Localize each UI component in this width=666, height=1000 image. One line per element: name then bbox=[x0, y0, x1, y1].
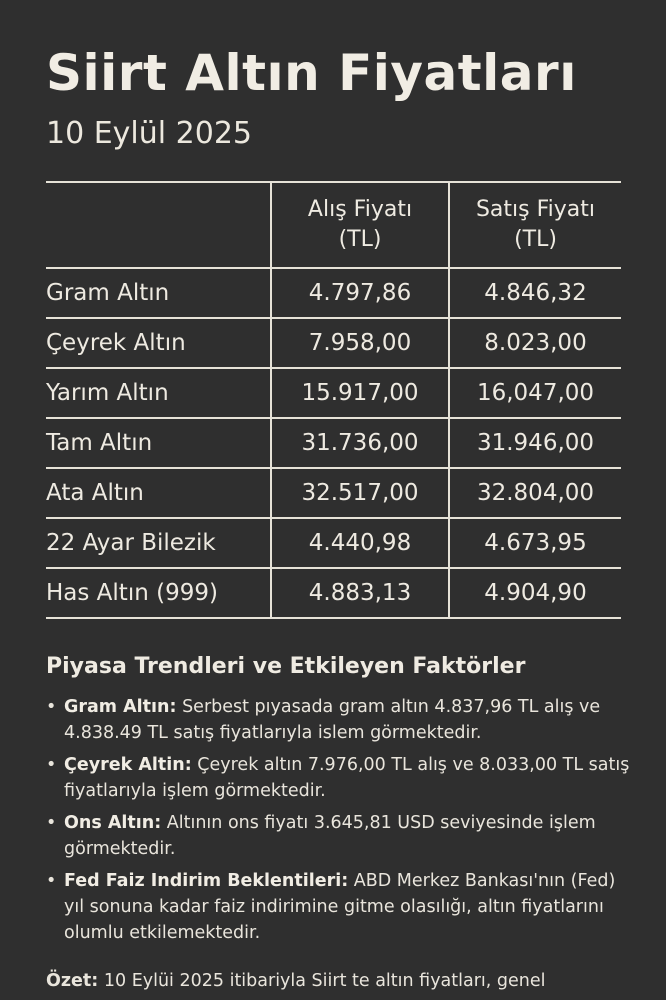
list-item bbox=[44, 810, 634, 862]
row-sell-price: 8.023,00 bbox=[449, 318, 621, 368]
summary-label: Özet: bbox=[46, 971, 99, 991]
summary-text bbox=[46, 968, 646, 994]
row-name: Ata Altın bbox=[46, 468, 271, 518]
row-name: Has Altın (999) bbox=[46, 568, 271, 618]
row-buy-price: 31.736,00 bbox=[271, 418, 449, 468]
bullet-icon: • bbox=[46, 813, 57, 833]
table-row bbox=[46, 418, 621, 468]
header-sell-line2: (TL) bbox=[514, 227, 557, 252]
list-item-text: Serbest pıyasada gram altın 4.837,96 TL alış ve 4.838.49 TL satış fiyatlarıyla islem görmektedir. bbox=[64, 697, 601, 743]
header-empty-cell bbox=[46, 182, 271, 268]
bullet-icon: • bbox=[46, 871, 57, 891]
bullet-icon: • bbox=[46, 755, 57, 775]
row-sell-price: 32.804,00 bbox=[449, 468, 621, 518]
bullet-icon: • bbox=[46, 697, 57, 717]
table-row bbox=[46, 368, 621, 418]
table-row bbox=[46, 518, 621, 568]
row-buy-price: 32.517,00 bbox=[271, 468, 449, 518]
row-sell-price: 4.846,32 bbox=[449, 268, 621, 318]
table-header-row bbox=[46, 182, 621, 268]
list-item-label: Çeyrek Altin: bbox=[64, 755, 192, 775]
row-name: 22 Ayar Bilezik bbox=[46, 518, 271, 568]
list-item-text: Altının ons fiyatı 3.645,81 USD seviyesinde işlem görmektedir. bbox=[64, 813, 596, 859]
list-item bbox=[44, 752, 634, 804]
list-item-text: Çeyrek altın 7.976,00 TL alış ve 8.033,00 TL satış fiyatlarıyla işlem görmektedir. bbox=[64, 755, 630, 801]
row-name: Çeyrek Altın bbox=[46, 318, 271, 368]
summary-body: 10 Eylüi 2025 itibariyla Siirt te altın fiyatları, genel bbox=[98, 971, 546, 991]
trends-list bbox=[44, 694, 634, 952]
list-item-label: Fed Faiz Indirim Beklentileri: bbox=[64, 871, 349, 891]
row-buy-price: 4.440,98 bbox=[271, 518, 449, 568]
header-sell-price bbox=[449, 182, 621, 268]
page-title: Siirt Altın Fiyatları bbox=[46, 44, 577, 102]
row-name: Gram Altın bbox=[46, 268, 271, 318]
row-sell-price: 16,047,00 bbox=[449, 368, 621, 418]
header-sell-line1: Satış Fiyatı bbox=[475, 197, 596, 222]
row-sell-price: 4.673,95 bbox=[449, 518, 621, 568]
list-item-label: Ons Altın: bbox=[64, 813, 162, 833]
table-row bbox=[46, 318, 621, 368]
row-buy-price: 7.958,00 bbox=[271, 318, 449, 368]
list-item bbox=[44, 868, 634, 946]
header-buy-line2: (TL) bbox=[338, 227, 382, 252]
row-buy-price: 4.883,13 bbox=[271, 568, 449, 618]
list-item bbox=[44, 694, 634, 746]
row-name: Yarım Altın bbox=[46, 368, 271, 418]
row-sell-price: 4.904,90 bbox=[449, 568, 621, 618]
row-buy-price: 15.917,00 bbox=[271, 368, 449, 418]
row-sell-price: 31.946,00 bbox=[449, 418, 621, 468]
trends-section-title: Piyasa Trendleri ve Etkileyen Faktörler bbox=[46, 654, 526, 679]
list-item-label: Gram Altın: bbox=[64, 697, 177, 717]
table-row bbox=[46, 568, 621, 618]
row-buy-price: 4.797,86 bbox=[271, 268, 449, 318]
header-buy-line1: Alış Fiyatı bbox=[307, 197, 413, 222]
price-table bbox=[46, 181, 621, 619]
list-item-text: ABD Merkez Bankası'nın (Fed) yıl sonuna kadar faiz indirimine gitme olasılığı, altın fiyatlarını olumlu etkilemektedir. bbox=[64, 871, 616, 943]
page-date: 10 Eylül 2025 bbox=[46, 116, 252, 151]
row-name: Tam Altın bbox=[46, 418, 271, 468]
table-row bbox=[46, 268, 621, 318]
table-row bbox=[46, 468, 621, 518]
header-buy-price bbox=[271, 182, 449, 268]
